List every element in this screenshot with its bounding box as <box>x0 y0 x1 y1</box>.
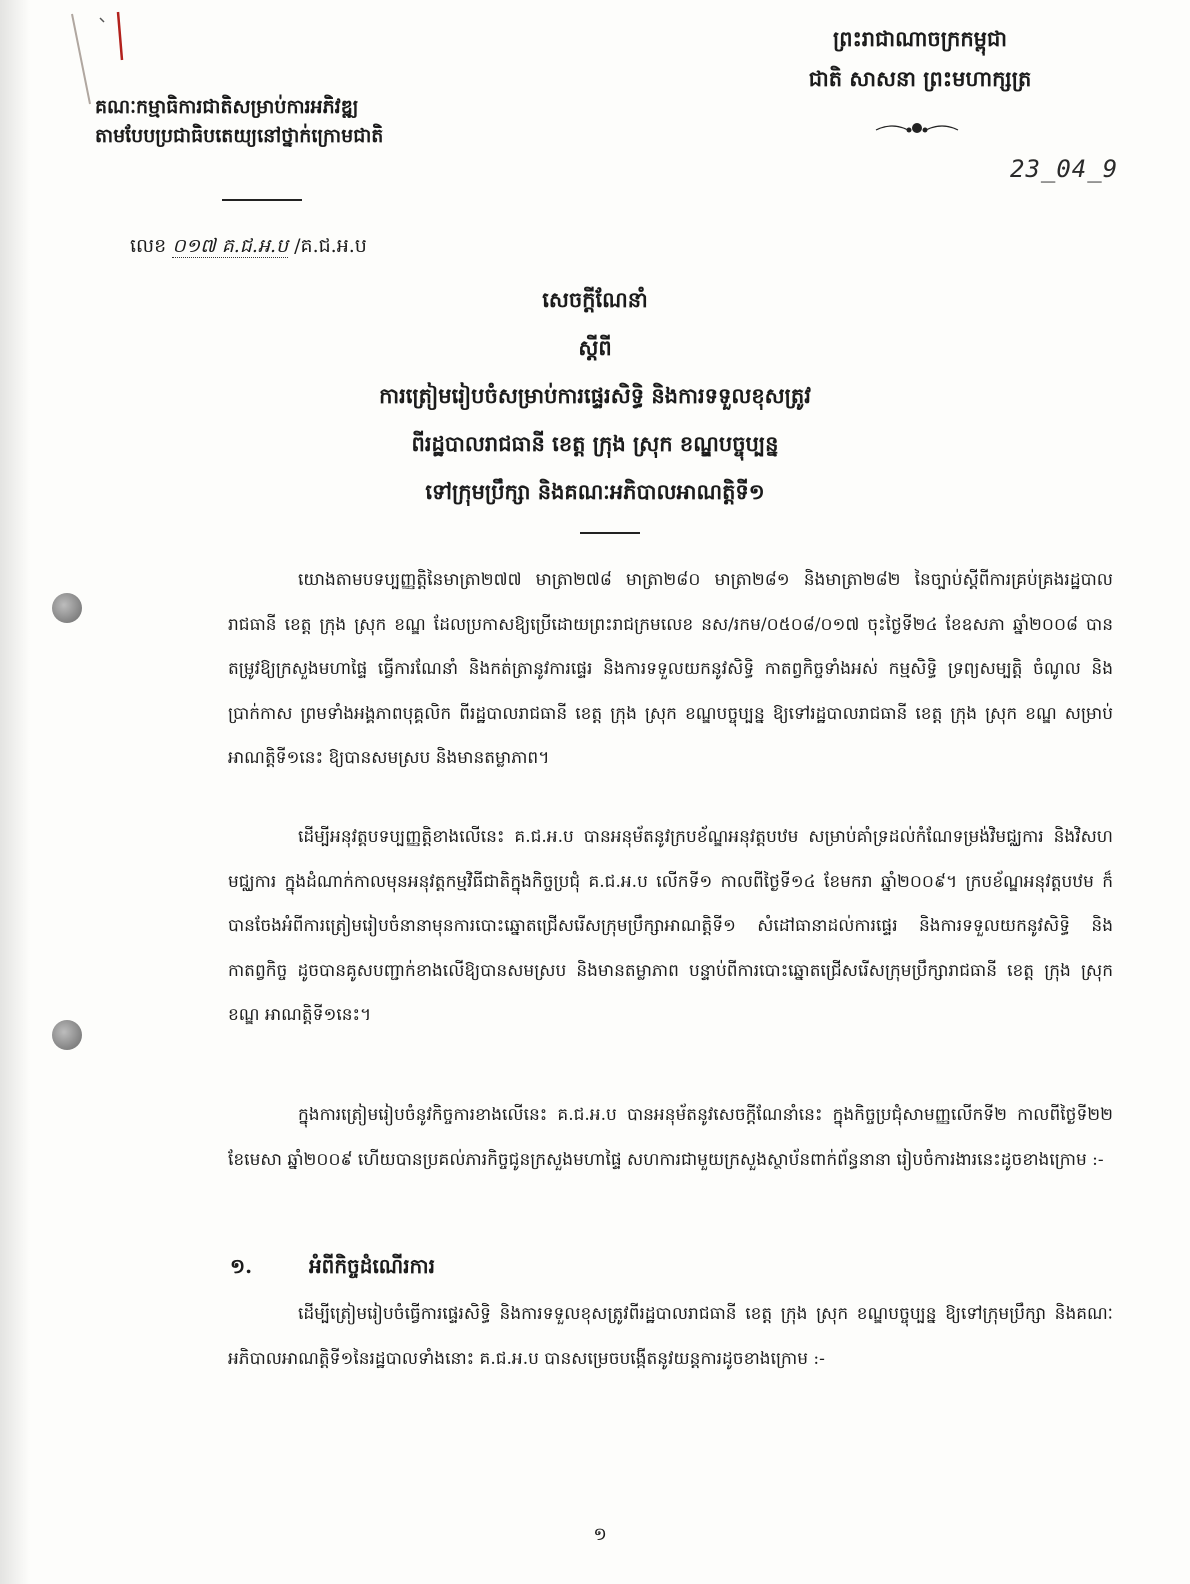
title-divider <box>580 532 640 534</box>
handwritten-reference: 23_04_9 <box>1010 155 1119 183</box>
title-line-4: ពីរដ្ឋបាលរាជធានី ខេត្ត ក្រុង ស្រុក ខណ្ឌបច្ចុប្បន្ន <box>411 431 779 456</box>
title-line-5: ទៅក្រុមប្រឹក្សា និងគណៈអភិបាលអាណត្តិទី១ <box>425 479 765 504</box>
body-paragraph-2: ដើម្បីអនុវត្តបទប្បញ្ញត្តិខាងលើនេះ គ.ជ.អ.ប បានអនុម័តនូវក្របខ័ណ្ឌអនុវត្តបឋម សម្រាប់គាំទ្រដល់កំណែទម្រង់វិមជ្ឈការ និងវិសហមជ្ឈការ ក្នុងដំណាក់កាលមុនអនុវត្តកម្មវិធីជាតិក្នុងកិច្ចប្រជុំ គ.ជ.អ.ប លើកទី១ កាលពីថ្ងៃទី១៤ ខែមករា ឆ្នាំ២០០៩។ ក្របខ័ណ្ឌអនុវត្តបឋម ក៏បានចែងអំពីការត្រៀមរៀបចំនានាមុនការបោះឆ្នោតជ្រើសរើសក្រុមប្រឹក្សាអាណត្តិទី១ សំដៅធានាដល់ការផ្ទេរ និងការទទួលយកនូវសិទ្ធិ និងកាតព្វកិច្ច ដូចបានគូសបញ្ជាក់ខាងលើឱ្យបានសមស្រប និងមានតម្លាភាព បន្ទាប់ពីការបោះឆ្នោតជ្រើសរើសក្រុមប្រឹក្សារាជធានី ខេត្ត ក្រុង ស្រុក ខណ្ឌ អាណត្តិទី១នេះ។ <box>228 827 1113 1025</box>
body-paragraph-3: ក្នុងការត្រៀមរៀបចំនូវកិច្ចការខាងលើនេះ គ.ជ.អ.ប បានអនុម័តនូវសេចក្តីណែនាំនេះ ក្នុងកិច្ចប្រជុំសាមញ្ញលើកទី២ កាលពីថ្ងៃទី២២ ខែមេសា ឆ្នាំ២០០៩ ហើយបានប្រគល់ភារកិច្ចជូនក្រសួងមហាផ្ទៃ សហការជាមួយក្រសួងស្ថាប័នពាក់ព័ន្ធនានា រៀបចំការងារនេះដូចខាងក្រោម :- <box>228 1105 1113 1170</box>
page-number: ១ <box>593 1524 607 1545</box>
punch-hole-top <box>52 593 82 623</box>
title-line-3: ការត្រៀមរៀបចំសម្រាប់ការផ្ទេរសិទ្ធិ និងការទទួលខុសត្រូវ <box>379 383 811 408</box>
kingdom-name: ព្រះរាជាណាចក្រកម្ពុជា <box>832 26 1007 51</box>
punch-hole-bottom <box>52 1020 82 1050</box>
organization-line-2: តាមបែបប្រជាធិបតេយ្យនៅថ្នាក់ក្រោមជាតិ <box>95 125 384 148</box>
section-1-heading <box>230 1253 435 1283</box>
section-1-number: ១. <box>230 1254 253 1278</box>
organization-divider <box>222 199 302 201</box>
body-paragraph-4: ដើម្បីត្រៀមរៀបចំធ្វើការផ្ទេរសិទ្ធិ និងការទទួលខុសត្រូវពីរដ្ឋបាលរាជធានី ខេត្ត ក្រុង ស្រុក ខណ្ឌបច្ចុប្បន្ន ឱ្យទៅក្រុមប្រឹក្សា និងគណៈអភិបាលអាណត្តិទី១នៃរដ្ឋបាលទាំងនោះ គ.ជ.អ.ប បានសម្រេចបង្កើតនូវយន្តការដូចខាងក្រោម :- <box>228 1304 1113 1369</box>
document-number-label: លេខ <box>130 235 167 257</box>
document-number <box>130 234 367 262</box>
document-number-suffix: /គ.ជ.អ.ប <box>294 235 367 257</box>
section-1-title: អំពីកិច្ចដំណើរការ <box>308 1254 435 1278</box>
title-line-1: សេចក្តីណែនាំ <box>542 287 648 312</box>
kingdom-header <box>800 26 1040 93</box>
document-number-value: ០១៧ គ.ជ.អ.ប <box>172 235 289 257</box>
scan-edge-shadow <box>0 0 30 1584</box>
document-title <box>250 276 940 516</box>
organization-header <box>95 93 495 152</box>
organization-line-1: គណៈកម្មាធិការជាតិសម្រាប់ការអភិវឌ្ឍ <box>95 96 359 118</box>
national-motto: ជាតិ សាសនា ព្រះមហាក្សត្រ <box>808 66 1032 92</box>
title-line-2: ស្តីពី <box>578 335 612 360</box>
body-paragraph-1: យោងតាមបទប្បញ្ញត្តិនៃមាត្រា២៧៧ មាត្រា២៧៨ មាត្រា២៨០ មាត្រា២៨១ និងមាត្រា២៨២ នៃច្បាប់ស្តីពីការគ្រប់គ្រងរដ្ឋបាលរាជធានី ខេត្ត ក្រុង ស្រុក ខណ្ឌ ដែលប្រកាសឱ្យប្រើដោយព្រះរាជក្រមលេខ នស/រកម/០៥០៨/០១៧ ចុះថ្ងៃទី២៤ ខែឧសភា ឆ្នាំ២០០៨ បានតម្រូវឱ្យក្រសួងមហាផ្ទៃ ធ្វើការណែនាំ និងកត់ត្រានូវការផ្ទេរ និងការទទួលយកនូវសិទ្ធិ កាតព្វកិច្ចទាំងអស់ កម្មសិទ្ធិ ទ្រព្យសម្បត្តិ ចំណូល និងប្រាក់កាស ព្រមទាំងអង្គភាពបុគ្គលិក ពីរដ្ឋបាលរាជធានី ខេត្ត ក្រុង ស្រុក ខណ្ឌបច្ចុប្បន្ន ឱ្យទៅរដ្ឋបាលរាជធានី ខេត្ត ក្រុង ស្រុក ខណ្ឌ សម្រាប់អាណត្តិទី១នេះ ឱ្យបានសមស្រប និងមានតម្លាភាព។ <box>228 570 1113 768</box>
ornament-divider-icon <box>872 118 962 138</box>
